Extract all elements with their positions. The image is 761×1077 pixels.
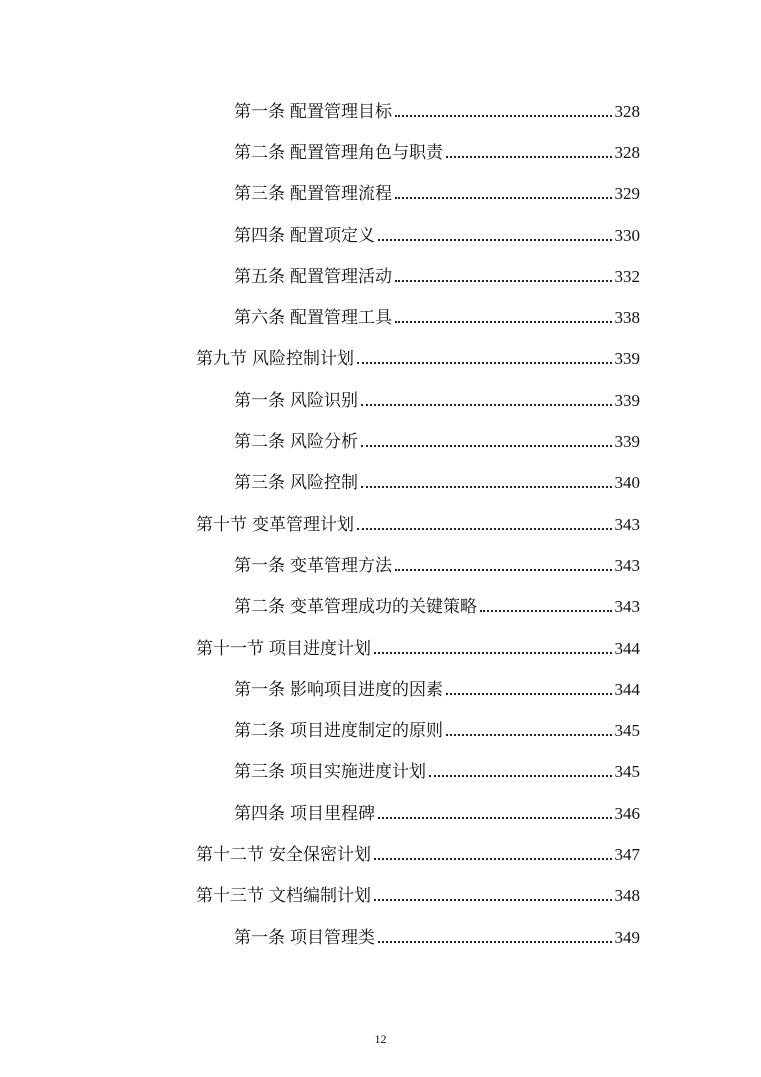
dot-leader	[395, 321, 612, 323]
toc-entry-page: 338	[614, 308, 640, 328]
dot-leader	[395, 197, 612, 199]
toc-entry-page: 349	[614, 927, 640, 947]
toc-entry[interactable]	[0, 215, 761, 256]
toc-entry-number: 第一条	[234, 101, 285, 122]
toc-entry-page: 343	[614, 514, 640, 534]
toc-entry[interactable]	[0, 710, 761, 751]
toc-entry[interactable]	[0, 793, 761, 834]
toc-entry-page: 345	[614, 721, 640, 741]
toc-entry-title: 配置管理角色与职责	[290, 142, 443, 163]
toc-entry-page: 330	[614, 225, 640, 245]
toc-entry-page: 343	[614, 555, 640, 575]
toc-entry-number: 第二条	[234, 597, 285, 618]
dot-leader	[357, 362, 612, 364]
toc-entry[interactable]	[0, 132, 761, 173]
toc-entry-page: 339	[614, 390, 640, 410]
toc-entry-title: 风险分析	[290, 432, 358, 453]
toc-entry[interactable]	[0, 297, 761, 338]
toc-entry[interactable]	[0, 463, 761, 504]
toc-entry-number: 第二条	[234, 432, 285, 453]
toc-entry-number: 第一条	[234, 390, 285, 411]
dot-leader	[395, 115, 612, 117]
toc-entry-page: 345	[614, 762, 640, 782]
toc-entry[interactable]	[0, 380, 761, 421]
toc-entry[interactable]	[0, 545, 761, 586]
toc-entry[interactable]	[0, 752, 761, 793]
toc-entry-title: 风险识别	[290, 390, 358, 411]
table-of-contents	[0, 91, 761, 958]
toc-entry[interactable]	[0, 421, 761, 462]
toc-entry-number: 第十二节	[196, 844, 264, 865]
dot-leader	[357, 528, 612, 530]
toc-entry-title: 文档编制计划	[269, 886, 371, 907]
toc-entry-number: 第十三节	[196, 886, 264, 907]
toc-entry-number: 第十一节	[196, 638, 264, 659]
toc-entry-title: 配置项定义	[290, 225, 375, 246]
page-number-footer: 12	[374, 1032, 387, 1046]
toc-entry-title: 项目进度制定的原则	[290, 721, 443, 742]
dot-leader	[446, 734, 612, 736]
toc-entry-title: 变革管理方法	[290, 555, 392, 576]
toc-entry-title: 项目管理类	[290, 927, 375, 948]
toc-entry-title: 项目进度计划	[269, 638, 371, 659]
dot-leader	[446, 156, 612, 158]
toc-entry-number: 第一条	[234, 555, 285, 576]
toc-entry-number: 第一条	[234, 679, 285, 700]
toc-entry-number: 第十节	[196, 514, 247, 535]
toc-entry[interactable]	[0, 91, 761, 132]
toc-section-entry[interactable]	[0, 834, 761, 875]
toc-entry-page: 329	[614, 184, 640, 204]
toc-entry-title: 配置管理目标	[290, 101, 392, 122]
toc-entry-title: 风险控制计划	[252, 349, 354, 370]
toc-entry[interactable]	[0, 669, 761, 710]
toc-entry-number: 第四条	[234, 225, 285, 246]
toc-entry-page: 339	[614, 349, 640, 369]
toc-entry-page: 339	[614, 432, 640, 452]
toc-entry-page: 340	[614, 473, 640, 493]
toc-entry-page: 344	[614, 679, 640, 699]
dot-leader	[378, 941, 612, 943]
toc-entry-page: 347	[614, 844, 640, 864]
toc-entry-title: 变革管理成功的关键策略	[290, 597, 477, 618]
toc-entry-number: 第六条	[234, 308, 285, 329]
dot-leader	[395, 569, 612, 571]
toc-entry-title: 项目里程碑	[290, 803, 375, 824]
dot-leader	[361, 445, 612, 447]
dot-leader	[374, 899, 612, 901]
toc-entry[interactable]	[0, 917, 761, 958]
toc-section-entry[interactable]	[0, 504, 761, 545]
toc-entry-page: 328	[614, 101, 640, 121]
toc-entry-number: 第四条	[234, 803, 285, 824]
toc-entry-title: 项目实施进度计划	[290, 762, 426, 783]
toc-entry-number: 第三条	[234, 473, 285, 494]
toc-entry-title: 影响项目进度的因素	[290, 679, 443, 700]
toc-section-entry[interactable]	[0, 628, 761, 669]
toc-entry-number: 第二条	[234, 142, 285, 163]
dot-leader	[374, 858, 612, 860]
toc-entry-number: 第二条	[234, 721, 285, 742]
toc-entry-title: 配置管理活动	[290, 266, 392, 287]
toc-entry-number: 第一条	[234, 927, 285, 948]
toc-entry-title: 配置管理流程	[290, 184, 392, 205]
toc-entry-page: 346	[614, 803, 640, 823]
toc-entry-page: 348	[614, 886, 640, 906]
dot-leader	[374, 652, 612, 654]
toc-entry[interactable]	[0, 256, 761, 297]
toc-entry-number: 第三条	[234, 184, 285, 205]
toc-entry-number: 第九节	[196, 349, 247, 370]
toc-entry-title: 安全保密计划	[269, 844, 371, 865]
toc-entry-title: 变革管理计划	[252, 514, 354, 535]
toc-entry-title: 配置管理工具	[290, 308, 392, 329]
toc-entry-page: 344	[614, 638, 640, 658]
toc-section-entry[interactable]	[0, 876, 761, 917]
toc-entry-page: 332	[614, 266, 640, 286]
dot-leader	[378, 817, 612, 819]
toc-entry[interactable]	[0, 587, 761, 628]
toc-entry-page: 328	[614, 142, 640, 162]
toc-section-entry[interactable]	[0, 339, 761, 380]
dot-leader	[361, 404, 612, 406]
toc-entry[interactable]	[0, 174, 761, 215]
toc-entry-page: 343	[614, 597, 640, 617]
toc-entry-number: 第五条	[234, 266, 285, 287]
dot-leader	[446, 693, 612, 695]
dot-leader	[480, 610, 612, 612]
dot-leader	[378, 239, 612, 241]
toc-entry-title: 风险控制	[290, 473, 358, 494]
dot-leader	[429, 775, 612, 777]
dot-leader	[395, 280, 612, 282]
dot-leader	[361, 486, 612, 488]
toc-entry-number: 第三条	[234, 762, 285, 783]
